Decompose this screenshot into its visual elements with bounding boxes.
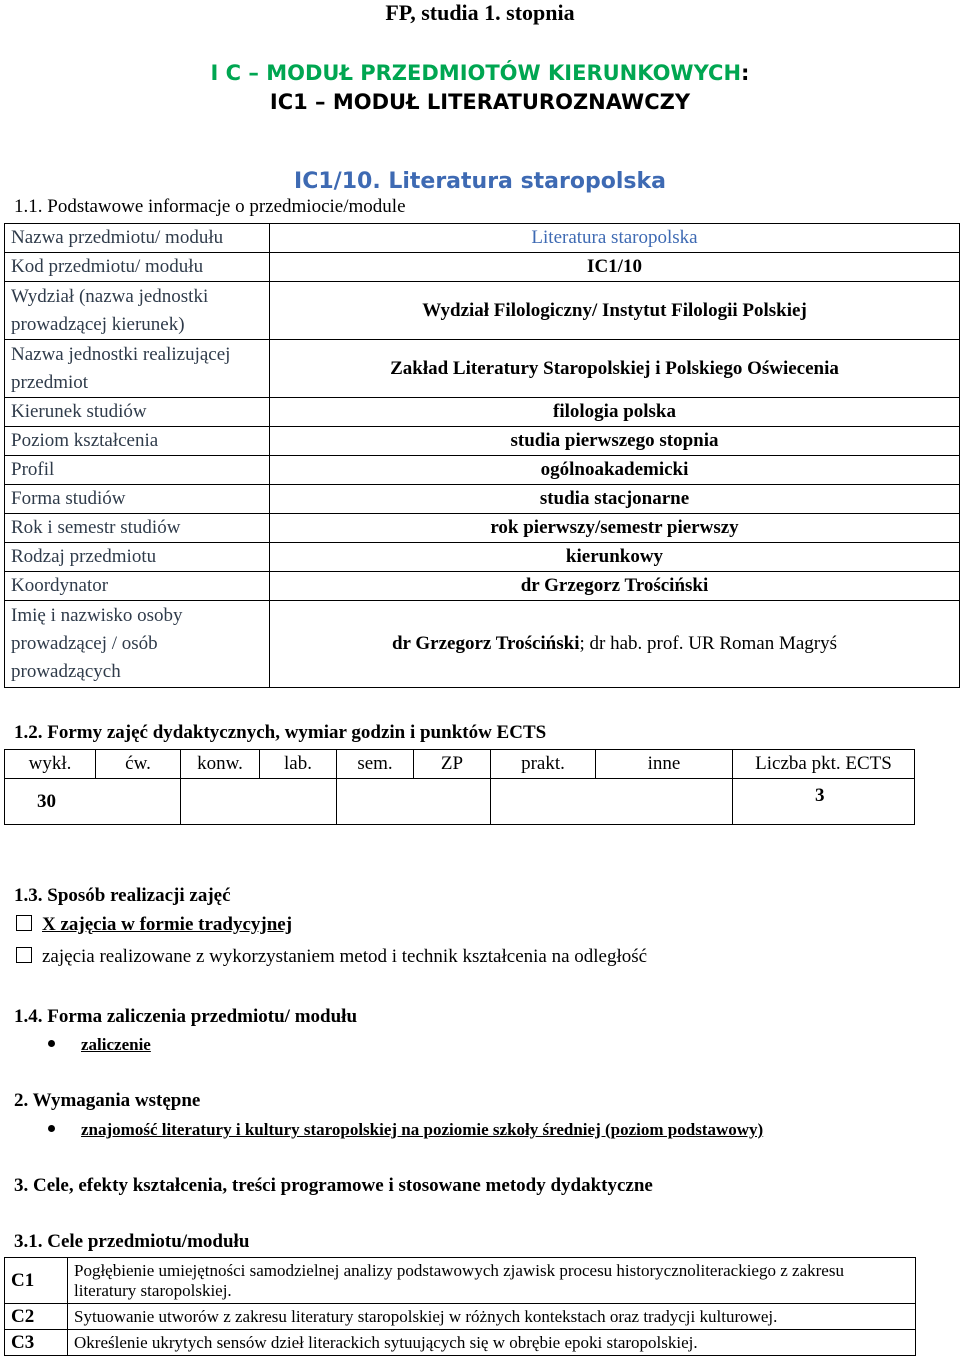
table-row <box>5 456 960 485</box>
ects-value <box>181 779 337 825</box>
bullet-icon <box>48 1125 55 1132</box>
ects-value <box>337 779 491 825</box>
option-label: zajęcia realizowane z wykorzystaniem metod i technik kształcenia na odległość <box>42 946 648 967</box>
info-label: Nazwa jednostki realizującej przedmiot <box>5 340 270 398</box>
table-row <box>5 340 960 398</box>
table-row <box>5 1304 916 1330</box>
info-label: Koordynator <box>5 572 270 601</box>
other-teachers: ; dr hab. prof. UR Roman Magryś <box>579 633 838 654</box>
table-row <box>5 1330 916 1356</box>
section-3-1-heading: 3.1. Cele przedmiotu/modułu <box>14 1231 250 1252</box>
table-row <box>5 427 960 456</box>
table-row <box>5 750 915 779</box>
ects-header: ćw. <box>96 750 181 779</box>
ects-header: wykł. <box>5 750 96 779</box>
info-label: Nazwa przedmiotu/ modułu <box>5 224 270 253</box>
option-label: X zajęcia w formie tradycyjnej <box>42 914 293 935</box>
module-colon: : <box>741 61 750 85</box>
info-label: Kierunek studiów <box>5 398 270 427</box>
info-value: dr Grzegorz Trościński <box>270 572 960 601</box>
list-item <box>48 1120 763 1140</box>
ects-header: prakt. <box>491 750 596 779</box>
info-value: filologia polska <box>270 398 960 427</box>
table-row <box>5 543 960 572</box>
goals-table <box>4 1257 916 1356</box>
info-value: Wydział Filologiczny/ Instytut Filologii Polskiej <box>270 282 960 340</box>
ects-header: lab. <box>260 750 337 779</box>
table-row <box>5 398 960 427</box>
module-title <box>0 61 960 85</box>
info-label: Rok i semestr studiów <box>5 514 270 543</box>
ects-header: sem. <box>337 750 414 779</box>
info-value: IC1/10 <box>270 253 960 282</box>
ects-header: inne <box>596 750 733 779</box>
table-row <box>5 779 915 825</box>
info-value: Literatura staropolska <box>270 224 960 253</box>
info-label: Wydział (nazwa jednostki prowadzącej kierunek) <box>5 282 270 340</box>
list-item <box>48 1035 151 1055</box>
info-value: kierunkowy <box>270 543 960 572</box>
module-name: I C – MODUŁ PRZEDMIOTÓW KIERUNKOWYCH <box>210 61 742 85</box>
table-row <box>5 282 960 340</box>
info-label: Poziom kształcenia <box>5 427 270 456</box>
info-value: studia stacjonarne <box>270 485 960 514</box>
ects-value <box>491 779 733 825</box>
info-value <box>270 601 960 688</box>
info-value: rok pierwszy/semestr pierwszy <box>270 514 960 543</box>
ects-table <box>4 749 915 825</box>
basic-info-table <box>4 223 960 688</box>
ects-header: konw. <box>181 750 260 779</box>
list-item-text: zaliczenie <box>81 1035 151 1054</box>
info-label: Forma studiów <box>5 485 270 514</box>
ects-header: ZP <box>414 750 491 779</box>
info-value: Zakład Literatury Staropolskiej i Polskiego Oświecenia <box>270 340 960 398</box>
info-label: Imię i nazwisko osoby prowadzącej / osób prowadzących <box>5 601 270 688</box>
info-value: studia pierwszego stopnia <box>270 427 960 456</box>
ects-header: Liczba pkt. ECTS <box>733 750 915 779</box>
info-label: Kod przedmiotu/ modułu <box>5 253 270 282</box>
section-1-2-heading: 1.2. Formy zajęć dydaktycznych, wymiar godzin i punktów ECTS <box>14 722 547 743</box>
info-label: Profil <box>5 456 270 485</box>
option-traditional <box>16 914 292 936</box>
info-label: Rodzaj przedmiotu <box>5 543 270 572</box>
coordinator-name: dr Grzegorz Trościński <box>391 633 580 654</box>
section-1-1-heading: 1.1. Podstawowe informacje o przedmiocie/module <box>14 196 406 217</box>
section-1-4-heading: 1.4. Forma zaliczenia przedmiotu/ modułu <box>14 1006 358 1027</box>
table-row <box>5 514 960 543</box>
goal-text: Pogłębienie umiejętności samodzielnej analizy podstawowych zjawisk procesu historycznoliterackiego z zakresu literatury staropolskiej. <box>68 1258 916 1304</box>
checkbox-icon <box>16 915 32 931</box>
ects-value: 30 <box>5 779 181 825</box>
checkbox-icon <box>16 947 32 963</box>
submodule-title: IC1 – MODUŁ LITERATUROZNAWCZY <box>269 90 691 114</box>
table-row <box>5 572 960 601</box>
section-2-heading: 2. Wymagania wstępne <box>14 1090 201 1111</box>
table-row <box>5 601 960 688</box>
goal-text: Sytuowanie utworów z zakresu literatury staropolskiej w różnych kontekstach oraz tradycji kulturowej. <box>68 1304 916 1330</box>
goal-text: Określenie ukrytych sensów dzieł literackich sytuujących się w obrębie epoki staropolskiej. <box>68 1330 916 1356</box>
goal-code: C3 <box>5 1330 68 1356</box>
table-row <box>5 224 960 253</box>
table-row <box>5 485 960 514</box>
ects-points: 3 <box>733 779 915 825</box>
section-3-heading: 3. Cele, efekty kształcenia, treści programowe i stosowane metody dydaktyczne <box>14 1175 653 1196</box>
table-row <box>5 253 960 282</box>
goal-code: C1 <box>5 1258 68 1304</box>
page-title: FP, studia 1. stopnia <box>385 0 575 25</box>
option-remote <box>16 946 647 968</box>
section-1-3-heading: 1.3. Sposób realizacji zajęć <box>14 885 231 906</box>
goal-code: C2 <box>5 1304 68 1330</box>
list-item-text: znajomość literatury i kultury staropolskiej na poziomie szkoły średniej (poziom podstawowy) <box>81 1120 764 1139</box>
course-title: IC1/10. Literatura staropolska <box>294 169 666 194</box>
info-value: ogólnoakademicki <box>270 456 960 485</box>
bullet-icon <box>48 1040 55 1047</box>
table-row <box>5 1258 916 1304</box>
